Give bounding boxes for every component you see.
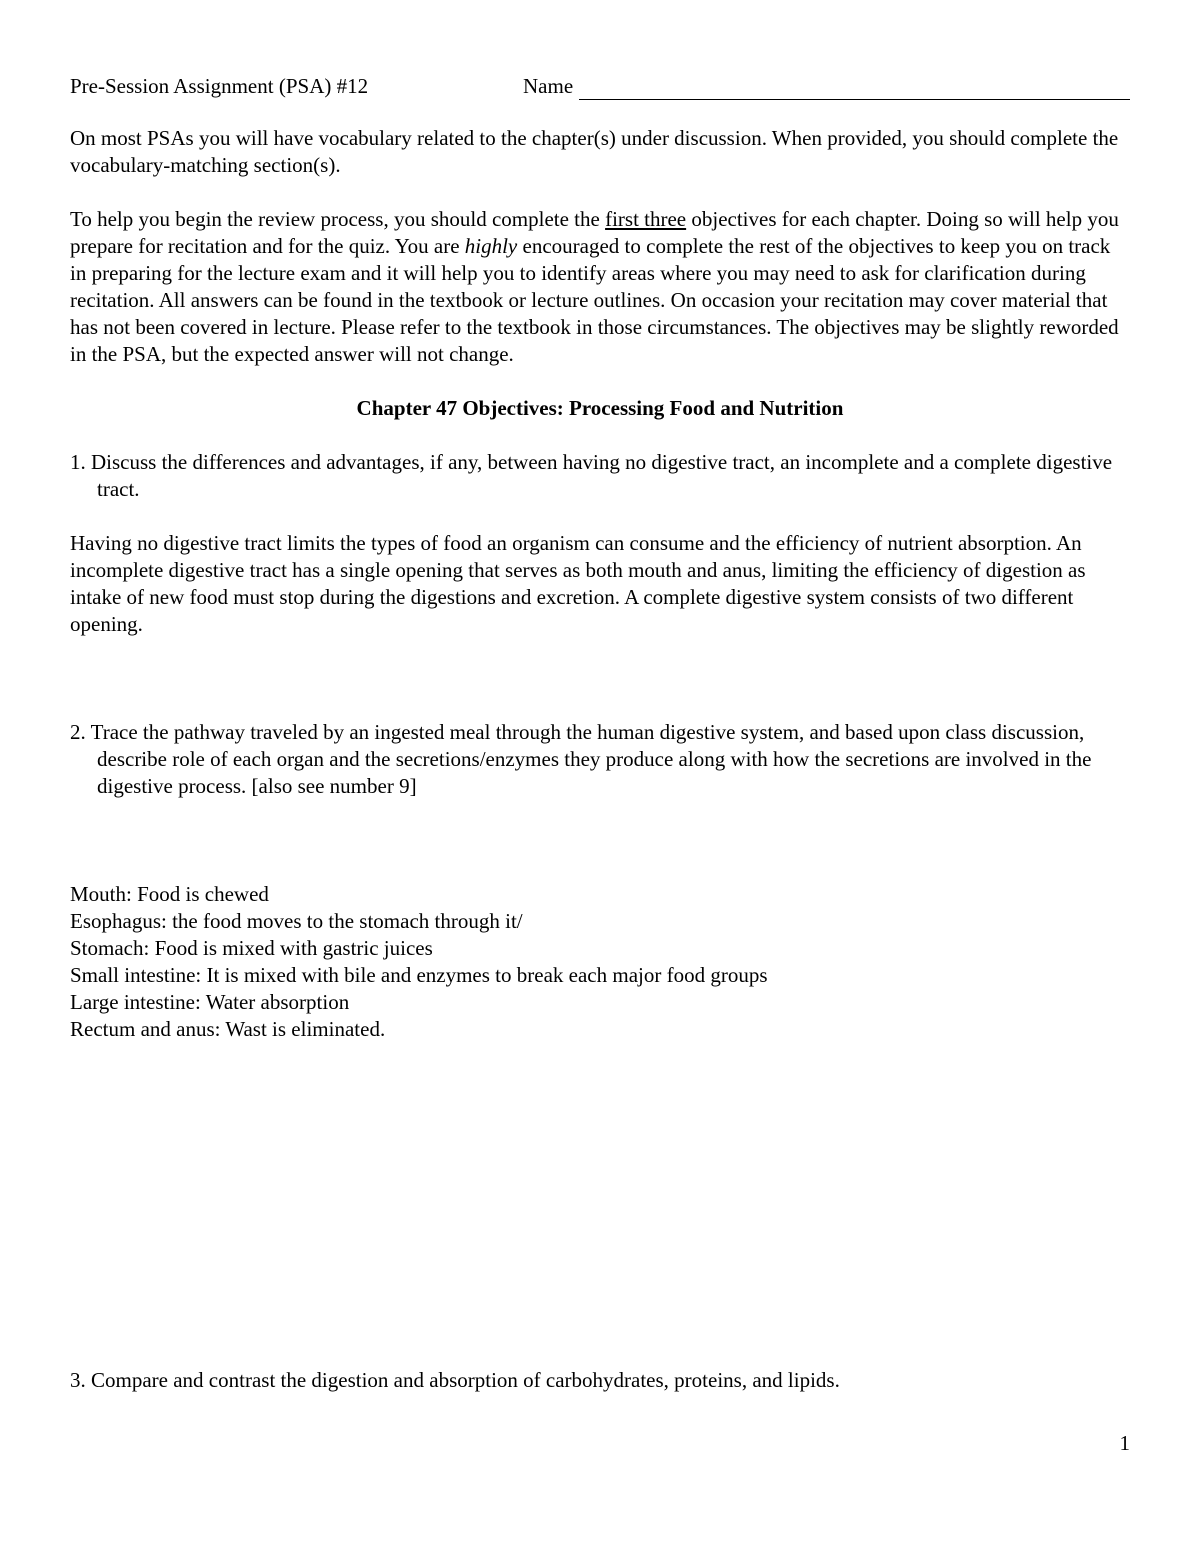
page-number: 1 (1119, 1431, 1130, 1455)
answer-2-line: Small intestine: It is mixed with bile and enzymes to break each major food groups (70, 963, 768, 987)
document-page (70, 72, 1130, 1394)
answer-1: Having no digestive tract limits the types of food an organism can consume and the efficiency of nutrient absorption. An incomplete digestive tract has a single opening that serves as both mouth and anus, limiting the efficiency of digestion as intake of new food must stop during the digestions and excretion. A complete digestive system consists of two different opening. (70, 531, 1086, 636)
name-label: Name (523, 74, 574, 98)
assignment-title: Pre-Session Assignment (PSA) #12 (70, 74, 369, 98)
underlined-phrase: first three (605, 207, 687, 231)
answer-2-line: Mouth: Food is chewed (70, 882, 269, 906)
chapter-heading: Chapter 47 Objectives: Processing Food and Nutrition (356, 396, 844, 420)
answer-2-list (70, 881, 1130, 1043)
header (70, 72, 1130, 100)
intro-text-part: To help you begin the review process, you should complete the (70, 207, 606, 231)
name-field-line[interactable] (579, 77, 1130, 100)
intro-paragraph-vocabulary: On most PSAs you will have vocabulary related to the chapter(s) under discussion. When provided, you should complete the vocabulary-matching section(s). (70, 126, 1119, 177)
intro-paragraph-objectives (70, 206, 1130, 368)
answer-2-line: Stomach: Food is mixed with gastric juices (70, 936, 433, 960)
question-3: 3. Compare and contrast the digestion and absorption of carbohydrates, proteins, and lipids. (70, 1368, 840, 1392)
question-1: 1. Discuss the differences and advantages, if any, between having no digestive tract, an incomplete and a complete digestive tract. (70, 450, 1113, 501)
italic-emphasis: highly (464, 234, 518, 258)
answer-2-line: Large intestine: Water absorption (70, 990, 350, 1014)
answer-2-line: Esophagus: the food moves to the stomach through it/ (70, 909, 523, 933)
question-2: 2. Trace the pathway traveled by an ingested meal through the human digestive system, and based upon class discussion, describe role of each organ and the secretions/enzymes they produce along with how the secretions are involved in the digestive process. [also see number 9] (70, 720, 1092, 798)
intro-text-part: encouraged to complete the rest of the objectives to keep you on track in preparing for the lecture exam and it will help you to identify areas where you may need to ask for clarification during recitation. All answers can be found in the textbook or lecture outlines. On occasion your recitation may cover material that has not been covered in lecture. Please refer to the textbook in those circumstances. The objectives may be slightly reworded in the PSA, but the expected answer will not change. (70, 234, 1119, 366)
answer-2-line: Rectum and anus: Wast is eliminated. (70, 1017, 386, 1041)
intro-text-part: objectives for each chapter. Doing so will help you prepare for recitation and for the quiz. You are (70, 207, 1119, 258)
